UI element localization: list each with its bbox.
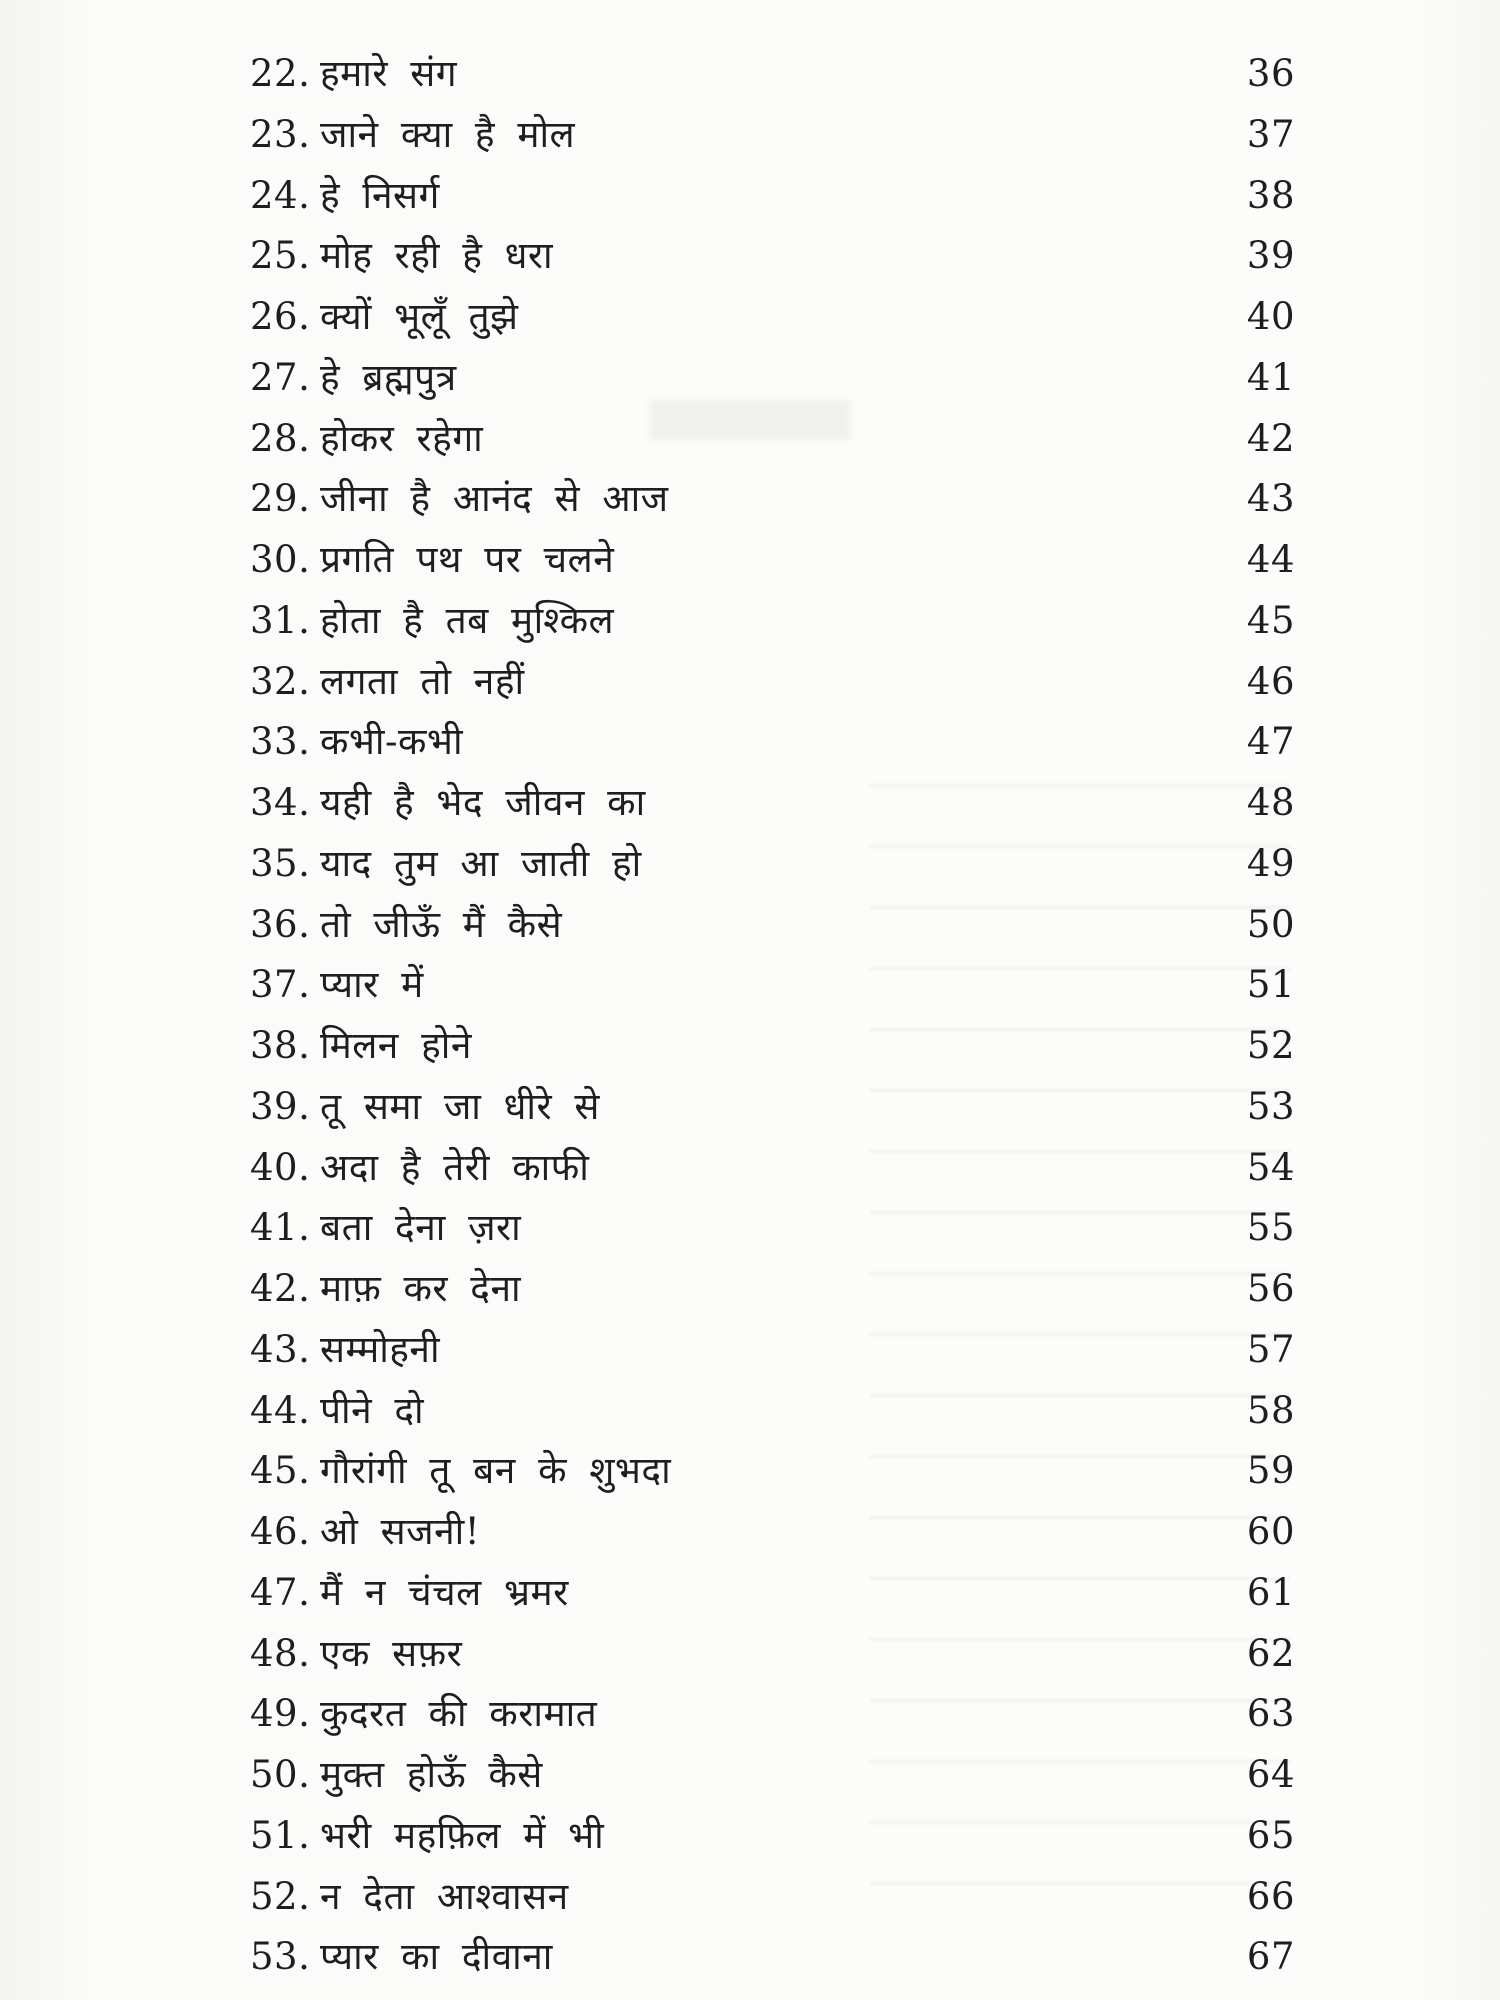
toc-entry: [250, 1806, 1295, 1867]
toc-entry: [250, 1138, 1295, 1199]
toc-entry-number: 27.: [250, 355, 311, 399]
toc-entry-text: [250, 287, 519, 348]
toc-entry-title: कभी-कभी: [320, 720, 464, 764]
toc-entry-title: गौरांगी तू बन के शुभदा: [320, 1449, 672, 1493]
toc-entry-number: 45.: [250, 1449, 311, 1493]
toc-entry-title: मैं न चंचल भ्रमर: [320, 1570, 569, 1614]
toc-entry-text: [250, 1684, 597, 1745]
toc-entry-page-number: 66: [1246, 1874, 1295, 1918]
toc-entry-text: [250, 712, 463, 773]
toc-entry: [250, 712, 1295, 773]
toc-entry-title: प्यार का दीवाना: [320, 1935, 553, 1979]
toc-entry-title: होता है तब मुश्किल: [320, 598, 615, 642]
toc-entry-number: 31.: [250, 598, 311, 642]
toc-entry-page-number: 53: [1246, 1084, 1295, 1128]
toc-entry-page-number: 37: [1246, 112, 1295, 156]
toc-entry-number: 41.: [250, 1206, 311, 1250]
toc-entry-number: 39.: [250, 1084, 311, 1128]
toc-entry-text: [250, 348, 457, 409]
toc-entry-title: भरी महफ़िल में भी: [320, 1813, 605, 1857]
toc-entry: [250, 834, 1295, 895]
toc-entry: [250, 1259, 1295, 1320]
toc-entry-text: [250, 1745, 543, 1806]
toc-entry-title: यही है भेद जीवन का: [320, 781, 646, 824]
toc-entry-number: 44.: [250, 1388, 311, 1432]
toc-entry: [250, 44, 1295, 105]
toc-entry: [250, 1016, 1295, 1077]
toc-entry-number: 37.: [250, 963, 311, 1007]
toc-entry: [250, 166, 1295, 227]
toc-entry-text: [250, 409, 483, 470]
toc-entry-title: होकर रहेगा: [320, 416, 484, 460]
toc-entry: [250, 226, 1295, 287]
toc-entry-text: [250, 652, 525, 713]
toc-entry-title: मोह रही है धरा: [320, 234, 554, 278]
toc-entry: [250, 1198, 1295, 1259]
toc-entry-title: बता देना ज़रा: [320, 1206, 522, 1250]
toc-entry-text: [250, 1927, 553, 1988]
toc-entry-title: न देता आश्वासन: [320, 1874, 569, 1918]
toc-entry-text: [250, 1806, 604, 1867]
toc-entry-text: [250, 1441, 671, 1502]
toc-entry-page-number: 52: [1246, 1024, 1295, 1067]
toc-entry-page-number: 63: [1246, 1692, 1295, 1736]
toc-entry: [250, 1077, 1295, 1138]
toc-entry-number: 40.: [250, 1145, 311, 1189]
toc-entry-page-number: 62: [1246, 1631, 1295, 1675]
toc-entry-page-number: 58: [1246, 1388, 1295, 1432]
toc-entry-title: तो जीऊँ मैं कैसे: [320, 902, 563, 946]
toc-entry-text: [250, 1563, 569, 1624]
toc-entry-title: तू समा जा धीरे से: [320, 1084, 600, 1128]
toc-entry-text: [250, 1077, 600, 1138]
toc-entry-number: 46.: [250, 1510, 311, 1553]
toc-entry-page-number: 49: [1246, 841, 1295, 885]
toc-entry-title: अदा है तेरी काफी: [320, 1145, 590, 1189]
toc-entry: [250, 895, 1295, 956]
toc-entry-number: 43.: [250, 1327, 311, 1371]
toc-entry-title: लगता तो नहीं: [320, 659, 525, 703]
toc-entry-page-number: 36: [1246, 52, 1295, 95]
toc-entry-page-number: 67: [1246, 1935, 1295, 1979]
toc-entry-text: [250, 1320, 440, 1381]
toc-entry-number: 52.: [250, 1874, 311, 1918]
toc-entry-number: 24.: [250, 173, 311, 217]
toc-entry-number: 38.: [250, 1024, 311, 1067]
toc-entry-title: मिलन होने: [320, 1024, 472, 1067]
toc-entry-text: [250, 895, 562, 956]
toc-entry-title: पीने दो: [320, 1388, 425, 1432]
toc-entry-text: [250, 834, 642, 895]
toc-entry-page-number: 45: [1246, 598, 1295, 642]
toc-entry-text: [250, 469, 669, 530]
toc-entry-page-number: 41: [1246, 355, 1295, 399]
toc-entry-title: एक सफ़र: [320, 1631, 463, 1675]
toc-entry: [250, 1867, 1295, 1928]
toc-entry-number: 47.: [250, 1570, 311, 1614]
toc-entry-number: 22.: [250, 52, 311, 95]
toc-entry-title: जाने क्या है मोल: [320, 112, 576, 156]
toc-entry-page-number: 40: [1246, 295, 1295, 338]
toc-entry: [250, 591, 1295, 652]
toc-entry-number: 32.: [250, 659, 311, 703]
toc-entry-number: 29.: [250, 477, 311, 521]
toc-entry-page-number: 55: [1246, 1206, 1295, 1250]
toc-entry-title: याद तुम आ जाती हो: [320, 841, 642, 885]
toc-entry-text: [250, 166, 440, 227]
toc-entry-title: मुक्त होऊँ कैसे: [320, 1753, 543, 1796]
toc-entry-number: 42.: [250, 1267, 311, 1310]
toc-entry-number: 28.: [250, 416, 311, 460]
toc-entry-title: माफ़ कर देना: [320, 1267, 522, 1310]
toc-entry-page-number: 42: [1246, 416, 1295, 460]
toc-entry-title: प्रगति पथ पर चलने: [320, 538, 615, 581]
toc-entry-page-number: 50: [1246, 902, 1295, 946]
toc-entry-text: [250, 1502, 480, 1563]
toc-entry-page-number: 60: [1246, 1510, 1295, 1553]
toc-entry: [250, 955, 1295, 1016]
toc-entry-title: हे ब्रह्मपुत्र: [320, 355, 457, 399]
toc-entry: [250, 773, 1295, 834]
toc-entry-page-number: 61: [1246, 1570, 1295, 1614]
toc-entry: [250, 1441, 1295, 1502]
toc-entry-title: जीना है आनंद से आज: [320, 477, 669, 521]
toc-entry-text: [250, 105, 575, 166]
toc-entry-number: 33.: [250, 720, 311, 764]
toc-entry: [250, 1624, 1295, 1685]
toc-entry-number: 51.: [250, 1813, 311, 1857]
toc-entry: [250, 1684, 1295, 1745]
toc-entry-text: [250, 955, 424, 1016]
toc-entry-title: प्यार में: [320, 963, 424, 1007]
toc-entry-page-number: 44: [1246, 538, 1295, 581]
toc-entry: [250, 409, 1295, 470]
toc-entry-page-number: 43: [1246, 477, 1295, 521]
toc-entry-title: ओ सजनी!: [320, 1510, 481, 1553]
toc-entry-number: 23.: [250, 112, 311, 156]
toc-entry-number: 50.: [250, 1753, 311, 1796]
toc-entry-text: [250, 44, 457, 105]
toc-entry-page-number: 39: [1246, 234, 1295, 278]
toc-entry: [250, 1563, 1295, 1624]
table-of-contents: [250, 44, 1295, 1988]
toc-entry-number: 30.: [250, 538, 311, 581]
toc-entry-number: 26.: [250, 295, 311, 338]
toc-entry-page-number: 54: [1246, 1145, 1295, 1189]
toc-entry-text: [250, 591, 614, 652]
toc-entry-number: 36.: [250, 902, 311, 946]
toc-entry-text: [250, 1259, 521, 1320]
toc-entry-page-number: 56: [1246, 1267, 1295, 1310]
toc-entry: [250, 1320, 1295, 1381]
toc-entry-number: 35.: [250, 841, 311, 885]
toc-entry-number: 25.: [250, 234, 311, 278]
toc-entry-page-number: 46: [1246, 659, 1295, 703]
toc-entry-page-number: 65: [1246, 1813, 1295, 1857]
toc-entry-page-number: 47: [1246, 720, 1295, 764]
toc-entry-text: [250, 1624, 462, 1685]
toc-entry-number: 53.: [250, 1935, 311, 1979]
toc-entry: [250, 652, 1295, 713]
toc-entry-title: सम्मोहनी: [320, 1327, 441, 1371]
toc-entry-page-number: 48: [1246, 781, 1295, 824]
toc-entry: [250, 348, 1295, 409]
toc-entry-text: [250, 1381, 424, 1442]
toc-entry-title: हे निसर्ग: [320, 173, 440, 217]
toc-entry: [250, 1745, 1295, 1806]
toc-entry-page-number: 51: [1246, 963, 1295, 1007]
toc-entry: [250, 105, 1295, 166]
toc-entry-page-number: 64: [1246, 1753, 1295, 1796]
toc-entry-title: हमारे संग: [320, 52, 458, 95]
toc-entry-text: [250, 773, 646, 834]
toc-entry-text: [250, 1198, 521, 1259]
toc-entry-title: क्यों भूलूँ तुझे: [320, 295, 519, 338]
toc-entry: [250, 1502, 1295, 1563]
toc-entry: [250, 1927, 1295, 1988]
toc-entry-text: [250, 1138, 589, 1199]
toc-entry-text: [250, 530, 614, 591]
toc-entry-number: 49.: [250, 1692, 311, 1736]
toc-entry-text: [250, 1016, 472, 1077]
toc-entry-number: 34.: [250, 781, 311, 824]
toc-entry-page-number: 38: [1246, 173, 1295, 217]
toc-entry-text: [250, 226, 553, 287]
toc-entry: [250, 469, 1295, 530]
toc-entry-title: कुदरत की करामात: [320, 1692, 598, 1736]
toc-entry: [250, 530, 1295, 591]
toc-entry-text: [250, 1867, 569, 1928]
toc-entry: [250, 1381, 1295, 1442]
toc-entry: [250, 287, 1295, 348]
toc-entry-page-number: 59: [1246, 1449, 1295, 1493]
toc-entry-page-number: 57: [1246, 1327, 1295, 1371]
toc-entry-number: 48.: [250, 1631, 311, 1675]
